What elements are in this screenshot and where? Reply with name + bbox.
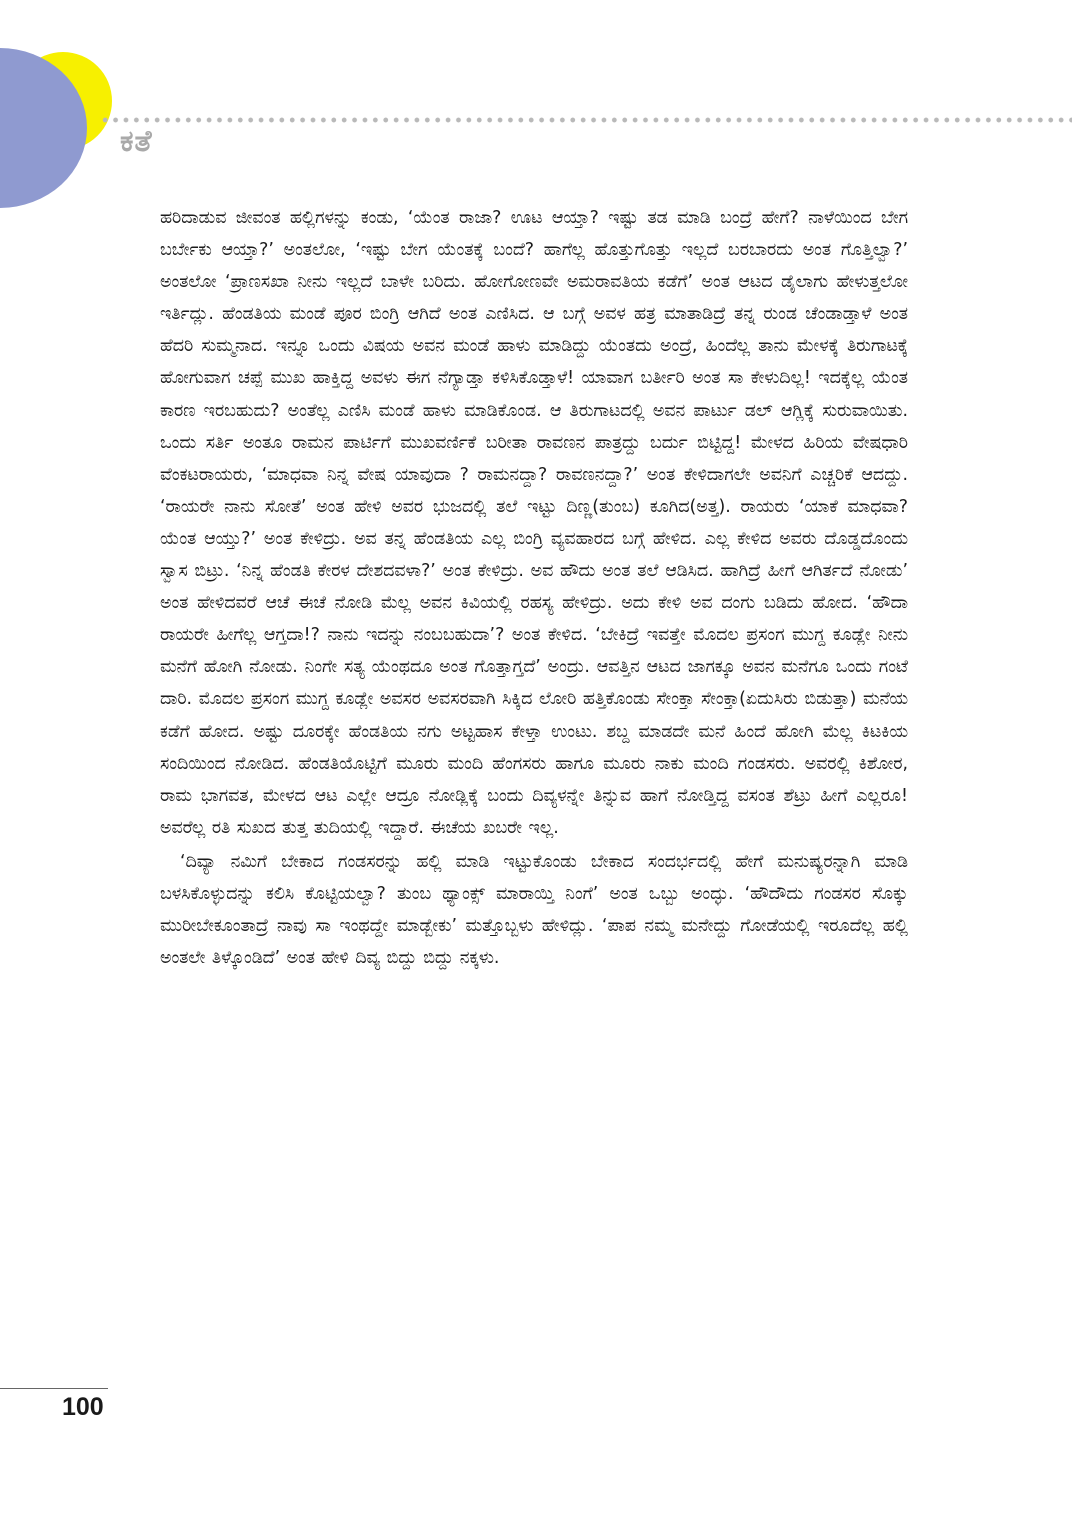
footer-rule: [0, 1388, 108, 1389]
story-body: [160, 202, 908, 974]
dotted-header-rule: [100, 117, 1072, 123]
page-number: 100: [62, 1393, 104, 1421]
story-paragraph-2: ‘ದಿವ್ಯಾ ನಮಿಗೆ ಬೇಕಾದ ಗಂಡಸರನ್ನು ಹಲ್ಲಿ ಮಾಡಿ ಇಟ್ಟುಕೊಂಡು ಬೇಕಾದ ಸಂದರ್ಭದಲ್ಲಿ ಹೇಗೆ ಮನುಷ್ಯರನ್ನಾಗಿ ಮಾಡಿ ಬಳಸಿಕೊಳ್ಳುದನ್ನು ಕಲಿಸಿ ಕೊಟ್ಟಿಯಲ್ವಾ? ತುಂಬ ಥ್ಯಾಂಕ್ಸ್ ಮಾರಾಯ್ತಿ ನಿಂಗೆ’ ಅಂತ ಒಬ್ಬು ಅಂದ್ಳು. ‘ಹೌದೌದು ಗಂಡಸರ ಸೊಕ್ಕು ಮುರೀಬೇಕೂಂತಾದ್ರೆ ನಾವು ಸಾ ಇಂಥದ್ದೇ ಮಾಡ್ಬೇಕು’ ಮತ್ತೊಬ್ಬಳು ಹೇಳಿದ್ಲು. ‘ಪಾಪ ನಮ್ಮ ಮನೇದ್ದು ಗೋಡೆಯಲ್ಲಿ ಇರೂದೆಲ್ಲ ಹಲ್ಲಿ ಅಂತಲೇ ತಿಳ್ಕೊಂಡಿದೆ’ ಅಂತ ಹೇಳಿ ದಿವ್ಯ ಬಿದ್ದು ಬಿದ್ದು ನಕ್ಕಳು.: [160, 851, 908, 969]
story-paragraph-1: ಹರಿದಾಡುವ ಜೀವಂತ ಹಲ್ಲಿಗಳನ್ನು ಕಂಡು, ‘ಯೆಂತ ರಾಜಾ? ಊಟ ಆಯ್ತಾ? ಇಷ್ಟು ತಡ ಮಾಡಿ ಬಂದ್ರೆ ಹೇಗೆ? ನಾಳೆಯಿಂದ ಬೇಗ ಬರ್ಬೇಕು ಆಯ್ತಾ?’ ಅಂತಲೋ, ‘ಇಷ್ಟು ಬೇಗ ಯೆಂತಕ್ಕೆ ಬಂದೆ? ಹಾಗೆಲ್ಲ ಹೊತ್ತುಗೊತ್ತು ಇಲ್ಲದೆ ಬರಬಾರದು ಅಂತ ಗೊತ್ತಿಲ್ವಾ?’ ಅಂತಲೋ ‘ಪ್ರಾಣಸಖಾ ನೀನು ಇಲ್ಲದೆ ಬಾಳೇ ಬರಿದು. ಹೋಗೋಣವೇ ಅಮರಾವತಿಯ ಕಡೆಗೆ’ ಅಂತ ಆಟದ ಡೈಲಾಗು ಹೇಳುತ್ತಲೋ ಇರ್ತಿದ್ಲು. ಹೆಂಡತಿಯ ಮಂಡೆ ಪೂರ ಬಿಂಗ್ರಿ ಆಗಿದೆ ಅಂತ ಎಣಿಸಿದ. ಆ ಬಗ್ಗೆ ಅವಳ ಹತ್ರ ಮಾತಾಡಿದ್ರೆ ತನ್ನ ರುಂಡ ಚೆಂಡಾಡ್ತಾಳೆ ಅಂತ ಹೆದರಿ ಸುಮ್ಮನಾದ. ಇನ್ನೂ ಒಂದು ವಿಷಯ ಅವನ ಮಂಡೆ ಹಾಳು ಮಾಡಿದ್ದು ಯೆಂತದು ಅಂದ್ರೆ, ಹಿಂದೆಲ್ಲ ತಾನು ಮೇಳಕ್ಕೆ ತಿರುಗಾಟಕ್ಕೆ ಹೋಗುವಾಗ ಚಪ್ಪೆ ಮುಖ ಹಾಕ್ತಿದ್ದ ಅವಳು ಈಗ ನೆಗ್ಯಾಡ್ತಾ ಕಳಿಸಿಕೊಡ್ತಾಳೆ! ಯಾವಾಗ ಬರ್ತೀರಿ ಅಂತ ಸಾ ಕೇಳುದಿಲ್ಲ! ಇದಕ್ಕೆಲ್ಲ ಯೆಂತ ಕಾರಣ ಇರಬಹುದು? ಅಂತೆಲ್ಲ ಎಣಿಸಿ ಮಂಡೆ ಹಾಳು ಮಾಡಿಕೊಂಡ. ಆ ತಿರುಗಾಟದಲ್ಲಿ ಅವನ ಪಾರ್ಟು ಡಲ್ ಆಗ್ಲಿಕ್ಕೆ ಸುರುವಾಯಿತು. ಒಂದು ಸರ್ತಿ ಅಂತೂ ರಾಮನ ಪಾರ್ಟಿಗೆ ಮುಖವರ್ಣಿಕೆ ಬರೀತಾ ರಾವಣನ ಪಾತ್ರದ್ದು ಬರ್ದು ಬಿಟ್ಟಿದ್ದ! ಮೇಳದ ಹಿರಿಯ ವೇಷಧಾರಿ ವೆಂಕಟರಾಯರು, ‘ಮಾಧವಾ ನಿನ್ನ ವೇಷ ಯಾವುದಾ ? ರಾಮನದ್ದಾ? ರಾವಣನದ್ದಾ?’ ಅಂತ ಕೇಳಿದಾಗಲೇ ಅವನಿಗೆ ಎಚ್ಚರಿಕೆ ಆದದ್ದು. ‘ರಾಯರೇ ನಾನು ಸೋತೆ’ ಅಂತ ಹೇಳಿ ಅವರ ಭುಜದಲ್ಲಿ ತಲೆ ಇಟ್ಟು ದಿಣ್ಣ(ತುಂಬ) ಕೂಗಿದ(ಅತ್ತ). ರಾಯರು ‘ಯಾಕೆ ಮಾಧವಾ? ಯೆಂತ ಆಯ್ತು?’ ಅಂತ ಕೇಳಿದ್ರು. ಅವ ತನ್ನ ಹೆಂಡತಿಯ ಎಲ್ಲ ಬಿಂಗ್ರಿ ವ್ಯವಹಾರದ ಬಗ್ಗೆ ಹೇಳಿದ. ಎಲ್ಲ ಕೇಳಿದ ಅವರು ದೊಡ್ಡದೊಂದು ಸ್ವಾಸ ಬಿಟ್ರು. ‘ನಿನ್ನ ಹೆಂಡತಿ ಕೇರಳ ದೇಶದವಳಾ?’ ಅಂತ ಕೇಳಿದ್ರು. ಅವ ಹೌದು ಅಂತ ತಲೆ ಆಡಿಸಿದ. ಹಾಗಿದ್ರೆ ಹೀಗೆ ಆಗಿರ್ತದೆ ನೋಡು’ ಅಂತ ಹೇಳಿದವರೆ ಆಚೆ ಈಚೆ ನೋಡಿ ಮೆಲ್ಲ ಅವನ ಕಿವಿಯಲ್ಲಿ ರಹಸ್ಯ ಹೇಳಿದ್ರು. ಅದು ಕೇಳಿ ಅವ ದಂಗು ಬಡಿದು ಹೋದ. ‘ಹೌದಾ ರಾಯರೇ ಹೀಗೆಲ್ಲ ಆಗ್ತದಾ!? ನಾನು ಇದನ್ನು ನಂಬಬಹುದಾ’? ಅಂತ ಕೇಳಿದ. ‘ಬೇಕಿದ್ರೆ ಇವತ್ತೇ ಮೊದಲ ಪ್ರಸಂಗ ಮುಗ್ದ ಕೂಡ್ಲೇ ನೀನು ಮನೆಗೆ ಹೋಗಿ ನೋಡು. ನಿಂಗೇ ಸತ್ಯ ಯೆಂಥದೂ ಅಂತ ಗೊತ್ತಾಗ್ತದೆ’ ಅಂದ್ರು. ಆವತ್ತಿನ ಆಟದ ಜಾಗಕ್ಕೂ ಅವನ ಮನೆಗೂ ಒಂದು ಗಂಟೆ ದಾರಿ. ಮೊದಲ ಪ್ರಸಂಗ ಮುಗ್ದ ಕೂಡ್ಲೇ ಅವಸರ ಅವಸರವಾಗಿ ಸಿಕ್ಕಿದ ಲೋರಿ ಹತ್ತಿಕೊಂಡು ಸೇಂಕ್ತಾ ಸೇಂಕ್ತಾ(ಏದುಸಿರು ಬಿಡುತ್ತಾ) ಮನೆಯ ಕಡೆಗೆ ಹೋದ. ಅಷ್ಟು ದೂರಕ್ಕೇ ಹೆಂಡತಿಯ ನಗು ಅಟ್ಟಹಾಸ ಕೇಳ್ತಾ ಉಂಟು. ಶಬ್ದ ಮಾಡದೇ ಮನೆ ಹಿಂದೆ ಹೋಗಿ ಮೆಲ್ಲ ಕಿಟಕಿಯ ಸಂದಿಯಿಂದ ನೋಡಿದ. ಹೆಂಡತಿಯೊಟ್ಟಿಗೆ ಮೂರು ಮಂದಿ ಹೆಂಗಸರು ಹಾಗೂ ಮೂರು ನಾಕು ಮಂದಿ ಗಂಡಸರು. ಅವರಲ್ಲಿ ಕಿಶೋರ, ರಾಮ ಭಾಗವತ, ಮೇಳದ ಆಟ ಎಲ್ಲೇ ಆದ್ರೂ ನೋಡ್ಲಿಕ್ಕೆ ಬಂದು ದಿವ್ಯಳನ್ನೇ ತಿನ್ನುವ ಹಾಗೆ ನೋಡ್ತಿದ್ದ ವಸಂತ ಶೆಟ್ರು ಹೀಗೆ ಎಲ್ಲರೂ! ಅವರೆಲ್ಲ ರತಿ ಸುಖದ ತುತ್ತ ತುದಿಯಲ್ಲಿ ಇದ್ದಾರೆ. ಈಚೆಯ ಖಬರೇ ಇಲ್ಲ.: [160, 208, 908, 838]
section-title: ಕತೆ: [120, 124, 153, 159]
